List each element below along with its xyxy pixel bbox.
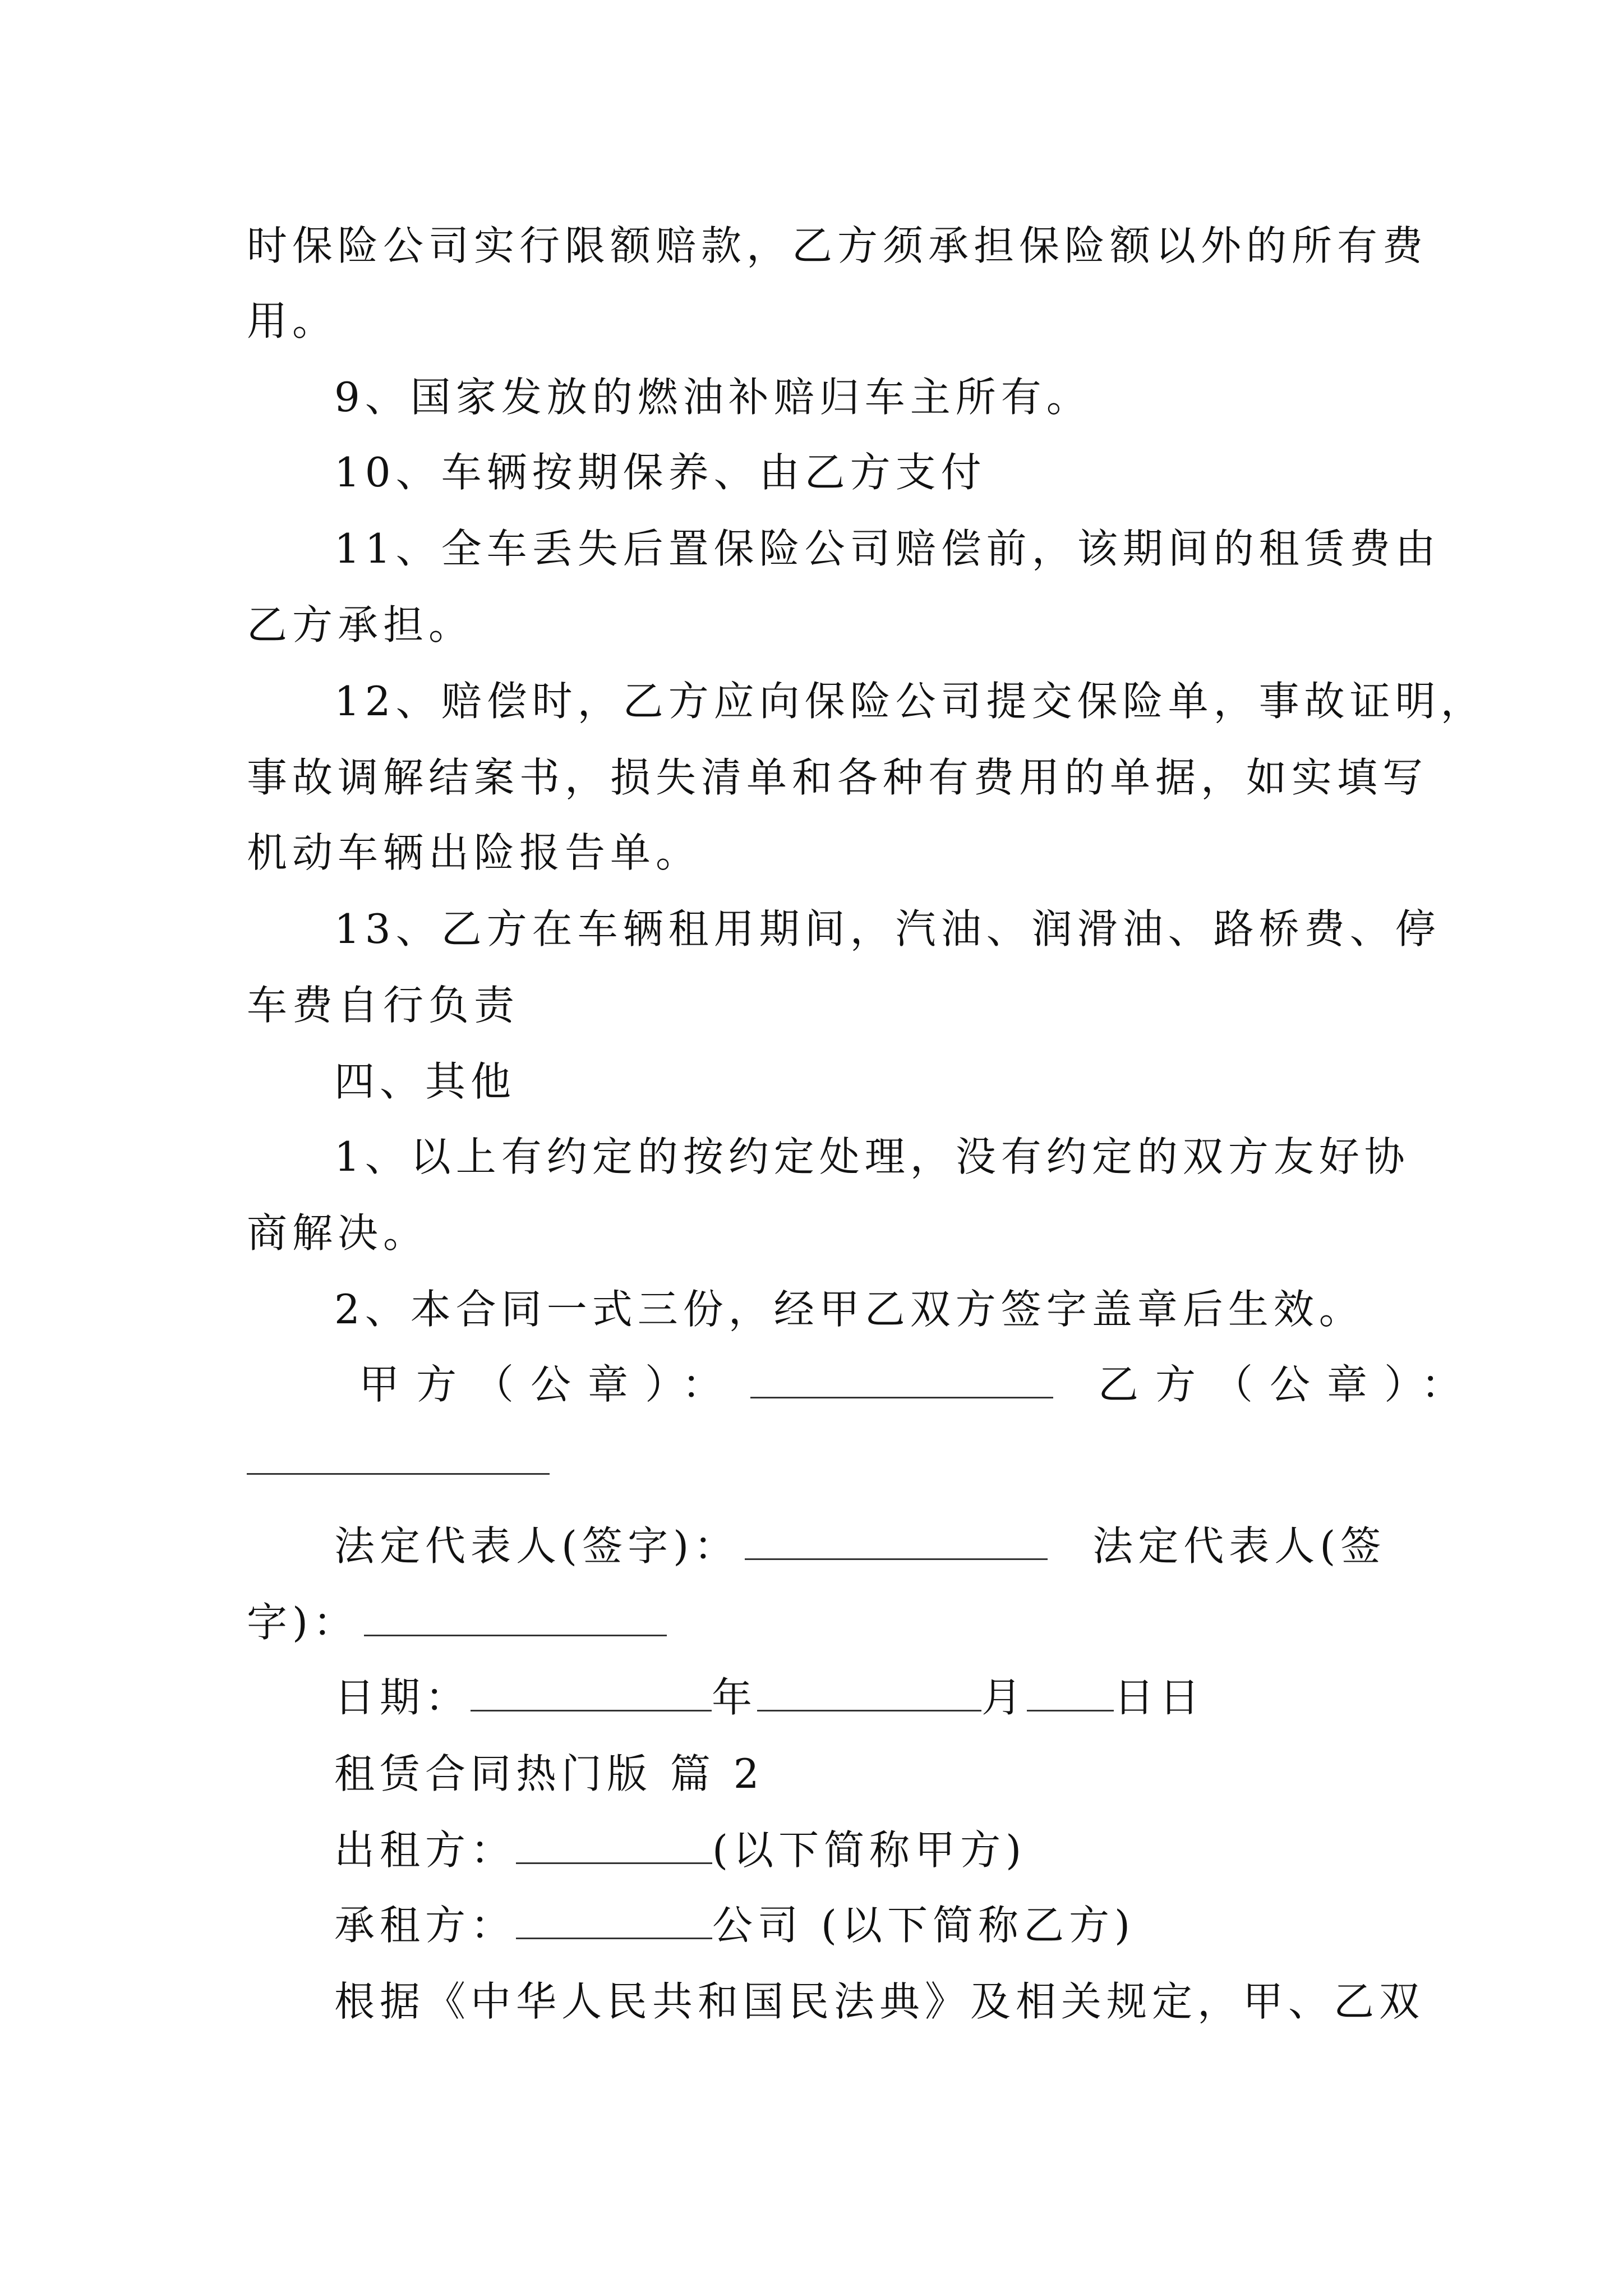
clause-9: 9、国家发放的燃油补赔归车主所有。 (334, 374, 1092, 421)
lessor-blank[interactable] (516, 1828, 712, 1864)
party-a-seal-blank[interactable] (750, 1362, 1053, 1398)
rep-b-label: 法定代表人(签 (1092, 1522, 1386, 1570)
date-line (0, 1669, 1623, 1726)
lessor-label: 出租方： (334, 1826, 517, 1874)
body-text-line: 商解决。 (247, 1209, 429, 1257)
lessee-suffix: 公司 (以下简称乙方) (712, 1902, 1136, 1949)
clause-13: 13、乙方在车辆租用期间，汽油、润滑油、路桥费、停 (334, 905, 1441, 953)
rep-a-label: 法定代表人(签字)： (334, 1522, 740, 1570)
date-year-label: 年 (712, 1674, 758, 1721)
clause-12: 12、赔偿时，乙方应向保险公司提交保险单，事故证明， (334, 678, 1486, 725)
rep-b-label-cont: 字)： (247, 1599, 359, 1646)
clause-10: 10、车辆按期保养、由乙方支付 (334, 449, 986, 496)
body-text-line: 车费自行负责 (247, 982, 520, 1029)
date-label: 日期： (334, 1674, 471, 1721)
section-heading: 四、其他 (334, 1058, 517, 1105)
body-text-line: 机动车辆出险报告单。 (247, 829, 702, 876)
other-clause-2: 2、本合同一式三份，经甲乙双方签字盖章后生效。 (334, 1286, 1364, 1333)
date-year-blank[interactable] (471, 1675, 712, 1711)
lessor-suffix: (以下简称甲方) (712, 1826, 1027, 1874)
seal-line (0, 1356, 1623, 1412)
rep-a-blank[interactable] (745, 1524, 1048, 1560)
lessee-line (0, 1897, 1623, 1953)
body-text-line: 乙方承担。 (247, 601, 474, 648)
clause-11: 11、全车丢失后置保险公司赔偿前，该期间的租赁费由 (334, 525, 1441, 572)
date-day-label: 日日 (1114, 1674, 1205, 1721)
representative-line (0, 1518, 1623, 1574)
body-text-line: 事故调解结案书，损失清单和各种有费用的单据，如实填写 (247, 754, 1428, 801)
body-text-line: 根据《中华人民共和国民法典》及相关规定，甲、乙双 (334, 1978, 1425, 2025)
body-text-line: 时保险公司实行限额赔款，乙方须承担保险额以外的所有费 (247, 222, 1428, 269)
rep-b-blank[interactable] (364, 1600, 667, 1636)
party-b-seal-label: 乙方（公章）： (1098, 1361, 1479, 1408)
lessee-label: 承租方： (334, 1902, 517, 1949)
body-text-line: 用。 (247, 297, 338, 344)
date-day-blank[interactable] (1027, 1675, 1114, 1711)
lessee-blank[interactable] (516, 1903, 712, 1939)
party-a-seal-label: 甲方（公章）： (359, 1361, 740, 1408)
section-title: 租赁合同热门版 篇 2 (334, 1750, 764, 1797)
lessor-line (0, 1822, 1623, 1878)
party-b-seal-blank[interactable] (247, 1438, 550, 1475)
date-month-blank[interactable] (757, 1675, 981, 1711)
other-clause-1: 1、以上有约定的按约定处理，没有约定的双方友好协 (334, 1133, 1410, 1180)
representative-continuation (0, 1594, 1623, 1650)
seal-continuation (0, 1433, 1623, 1489)
date-month-label: 月 (981, 1674, 1027, 1721)
